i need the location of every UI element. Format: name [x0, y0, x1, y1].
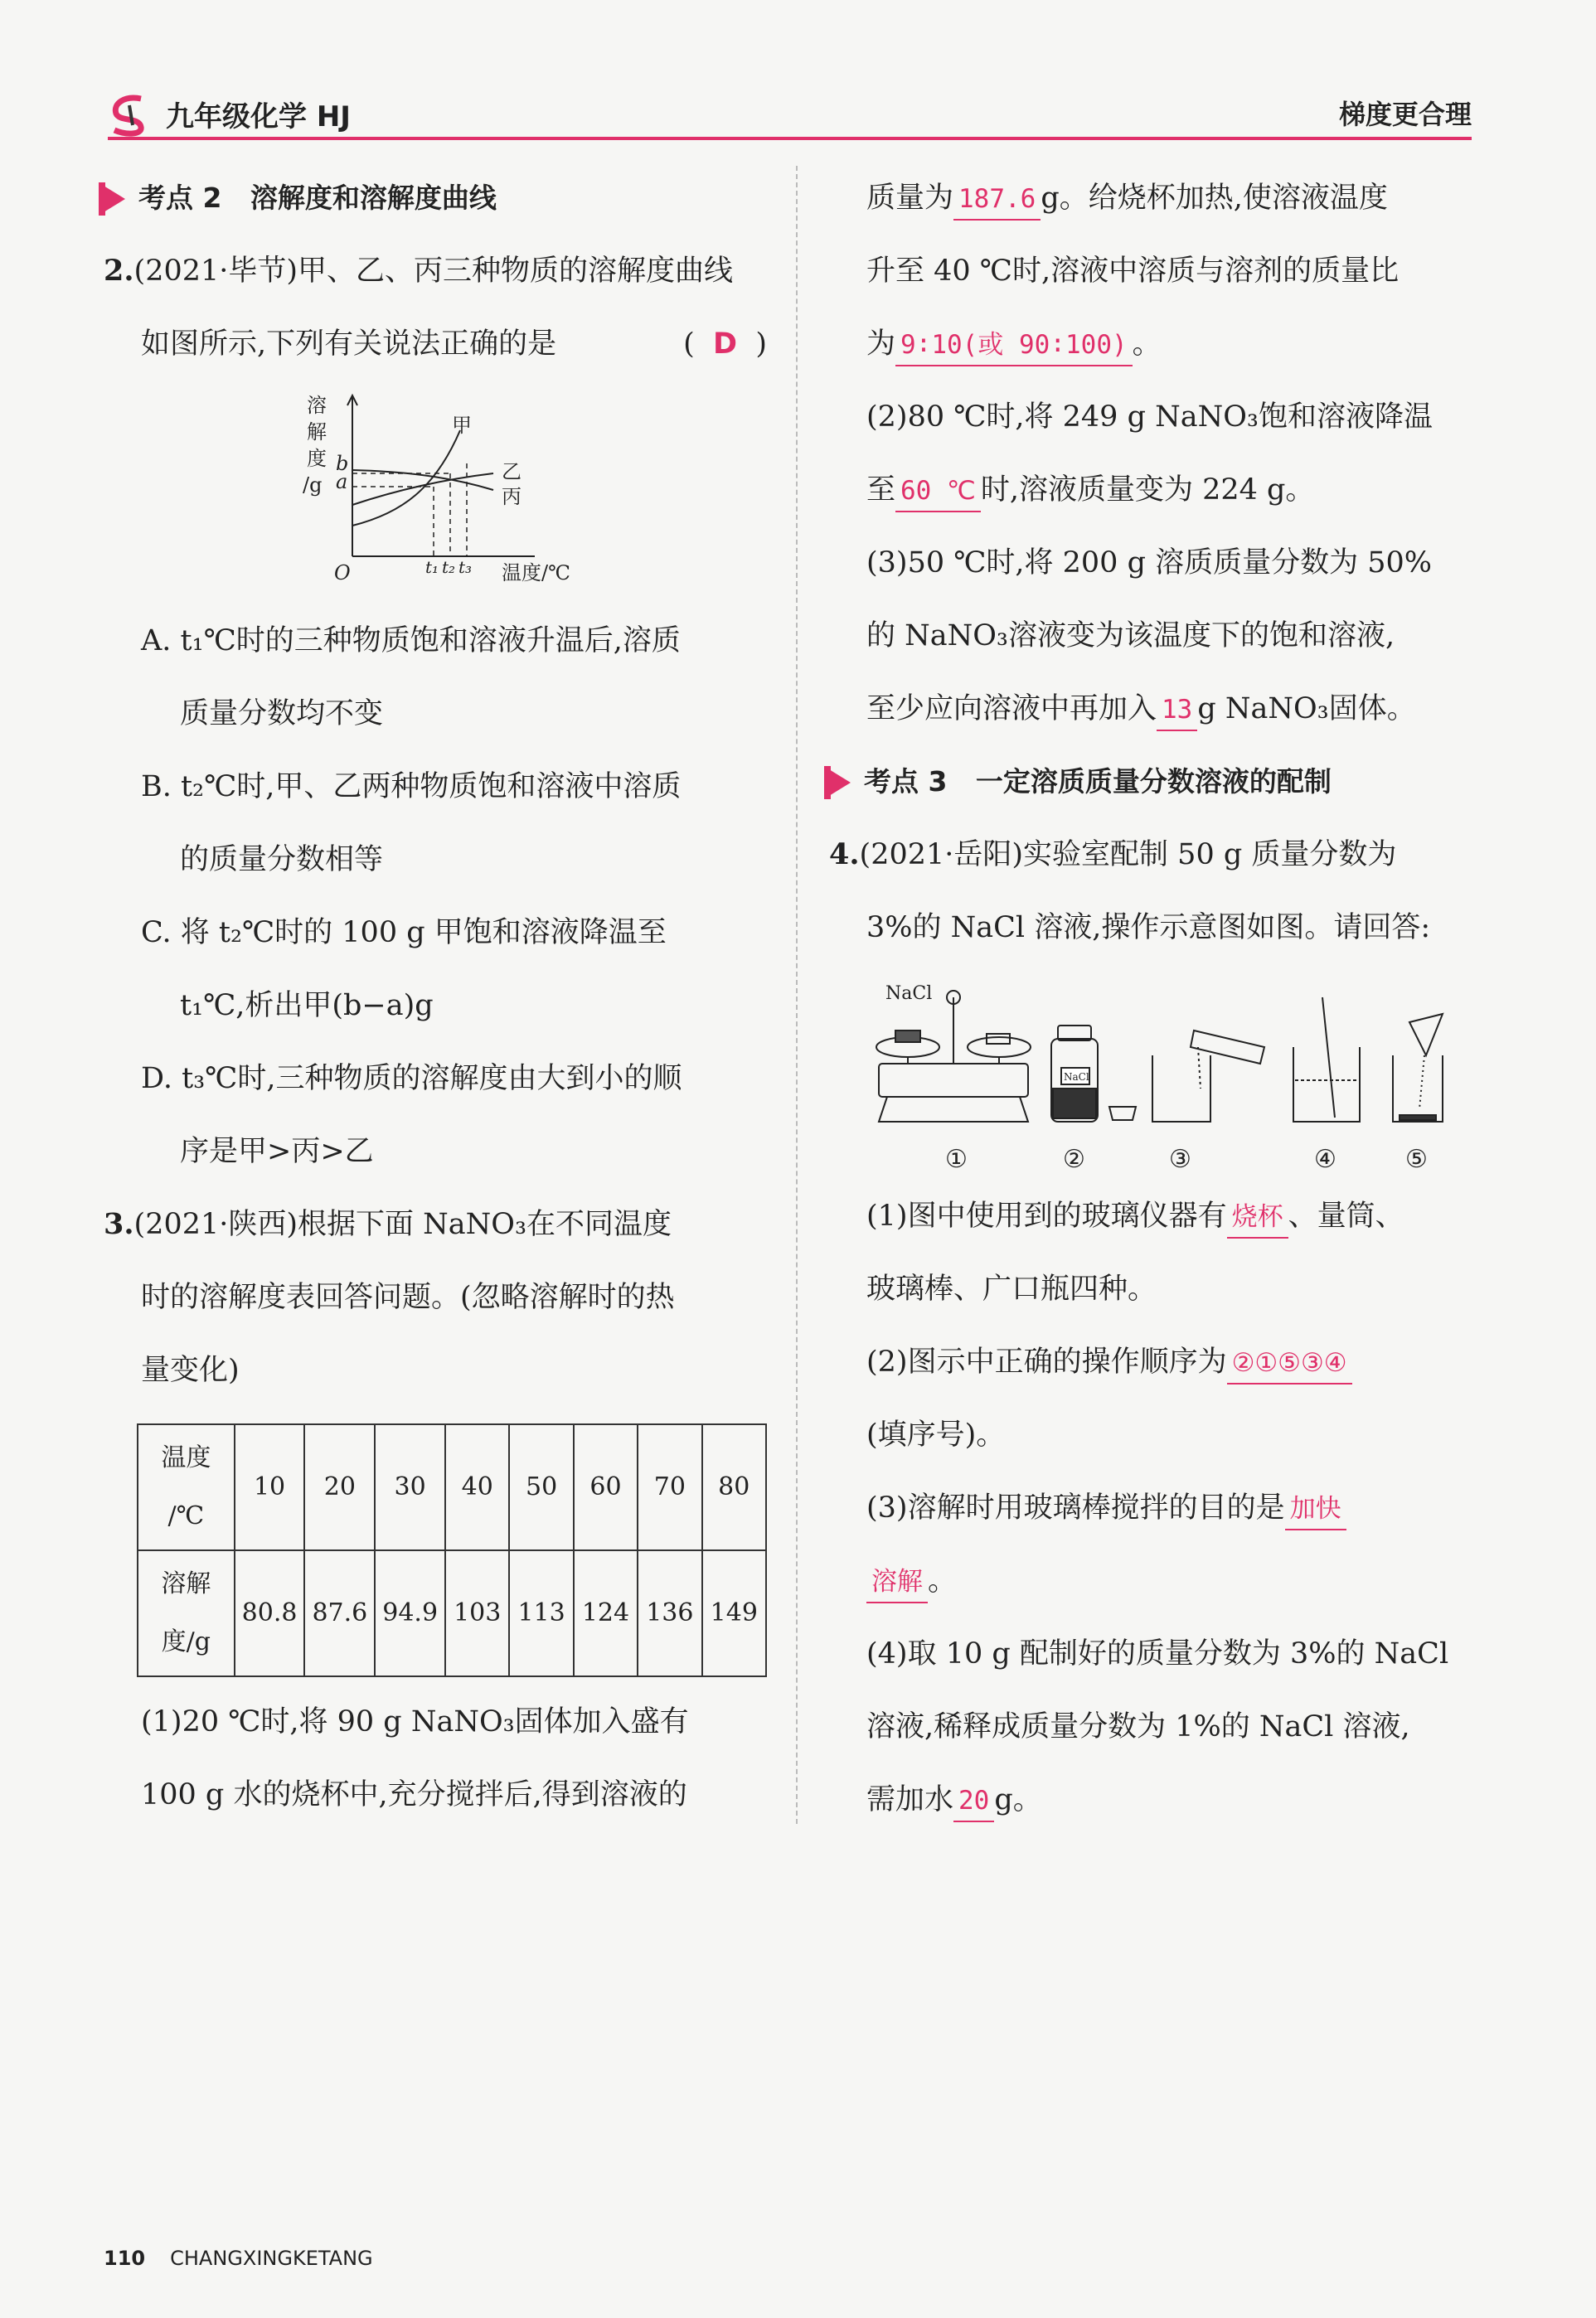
answer-bracket	[683, 308, 767, 381]
option-c-text-cont: t₁℃,析出甲(b−a)g	[180, 989, 434, 1022]
text: (填序号)。	[866, 1418, 1006, 1452]
option-a	[104, 604, 767, 677]
text: 。	[1132, 327, 1162, 361]
q2-answer: D	[713, 327, 738, 361]
text: 溶液,稀释成质量分数为 1%的 NaCl 溶液,	[866, 1710, 1410, 1743]
q4-part4-line3	[829, 1763, 1484, 1836]
paren-close: )	[755, 327, 767, 361]
q3-part1-line1	[104, 1685, 767, 1758]
text: (3)溶解时用玻璃棒搅拌的目的是	[866, 1491, 1285, 1525]
step-1-label: ①	[945, 1145, 968, 1174]
table-cell: 30	[375, 1424, 445, 1550]
origin-label: O	[334, 561, 351, 584]
q3-part2-line2	[829, 453, 1484, 526]
answer-blank: 60 ℃	[895, 471, 981, 512]
stopper-icon	[1109, 1107, 1136, 1120]
q4-part2-line2	[829, 1399, 1484, 1472]
option-c-text: C. 将 t₂℃时的 100 g 甲饱和溶液降温至	[141, 916, 667, 949]
table-cell: 60	[574, 1424, 638, 1550]
solubility-curve-figure	[104, 381, 767, 604]
table-cell: 80	[702, 1424, 766, 1550]
text: (3)50 ℃时,将 200 g 溶质质量分数为 50%	[866, 546, 1433, 580]
tick-t1: t₁	[425, 557, 439, 577]
q3-stem-cont: 时的溶解度表回答问题。(忽略溶解时的热	[141, 1281, 675, 1314]
solubility-table	[137, 1423, 767, 1677]
answer-blank: 溶解	[866, 1562, 928, 1603]
section-title: 溶解度和溶解度曲线	[250, 182, 497, 214]
table-cell: 20	[304, 1424, 375, 1550]
text: 至少应向溶液中再加入	[866, 692, 1157, 725]
table-cell: 136	[638, 1550, 701, 1676]
option-a-text-cont: 质量分数均不变	[180, 697, 384, 730]
q3-part2-line1	[829, 381, 1484, 453]
q3-stem-line3	[104, 1334, 767, 1407]
text: (1)图中使用到的玻璃仪器有	[866, 1200, 1227, 1233]
answer-blank: 烧杯	[1227, 1197, 1288, 1239]
option-d-text: D. t₃℃时,三种物质的溶解度由大到小的顺	[141, 1062, 682, 1095]
table-cell: 103	[445, 1550, 509, 1676]
option-b-text-cont: 的质量分数相等	[180, 843, 384, 876]
tick-t3: t₃	[458, 557, 473, 577]
tick-t2: t₂	[442, 557, 456, 577]
header-unit: 度/g	[161, 1627, 211, 1656]
text: g。	[994, 1783, 1042, 1816]
header-rule	[108, 137, 1472, 140]
text: 为	[866, 327, 896, 361]
table-cell: 94.9	[375, 1550, 445, 1676]
table-header-temp	[138, 1424, 235, 1550]
left-column	[104, 162, 767, 1831]
footer-brand: CHANGXINGKETANG	[170, 2247, 373, 2270]
q2-stem-line2	[104, 308, 767, 381]
table-row	[138, 1550, 766, 1676]
text: g。给烧杯加热,使溶液温度	[1041, 182, 1388, 215]
q4-stem-line2	[829, 891, 1484, 964]
text: g NaNO₃固体。	[1197, 692, 1416, 725]
option-b-cont	[104, 823, 767, 896]
q4-stem-line1	[829, 818, 1484, 891]
section-heading-2	[104, 162, 767, 235]
table-cell: 87.6	[304, 1550, 375, 1676]
step-2-label: ②	[1063, 1145, 1085, 1174]
q4-part3-line1	[829, 1472, 1484, 1545]
reagent-jar-icon	[1051, 1026, 1098, 1122]
option-b-text: B. t₂℃时,甲、乙两种物质饱和溶液中溶质	[141, 770, 682, 803]
text: 。	[928, 1564, 958, 1598]
step-5-label: ⑤	[1405, 1145, 1428, 1174]
q3-part1-line2	[104, 1758, 767, 1831]
column-divider	[796, 166, 798, 1824]
page-footer	[104, 2247, 373, 2270]
answer-blank: 187.6	[953, 179, 1041, 221]
q3-stem-cont2: 量变化)	[141, 1354, 240, 1387]
solution-prep-figure	[829, 964, 1484, 1180]
q3-part1-line3	[829, 162, 1484, 235]
option-d	[104, 1042, 767, 1115]
table-cell: 113	[509, 1550, 573, 1676]
publisher-logo-icon	[108, 94, 151, 137]
y-label-2: 解	[307, 420, 327, 444]
option-d-text-cont: 序是甲>丙>乙	[180, 1135, 374, 1168]
option-a-text: A. t₁℃时的三种物质饱和溶液升温后,溶质	[141, 624, 681, 657]
table-row	[138, 1424, 766, 1550]
text: 的 NaNO₃溶液变为该温度下的饱和溶液,	[866, 619, 1395, 652]
section-title: 一定溶质质量分数溶液的配制	[975, 765, 1332, 798]
q2-stem-cont: 如图所示,下列有关说法正确的是	[141, 327, 557, 361]
question-number: 3.	[104, 1207, 134, 1241]
q4-part1-line2	[829, 1253, 1484, 1326]
text: 至	[866, 473, 896, 507]
q2-stem-line1	[104, 235, 767, 308]
header-unit: /℃	[167, 1501, 205, 1530]
q2-stem: (2021·毕节)甲、乙、丙三种物质的溶解度曲线	[133, 255, 734, 288]
q4-part2-line1	[829, 1326, 1484, 1399]
page-number: 110	[104, 2247, 146, 2270]
page-header	[108, 87, 1472, 145]
curve-label-yi: 乙	[502, 460, 521, 483]
text: 时,溶液质量变为 224 g。	[980, 473, 1315, 507]
y-label-4: /g	[303, 473, 323, 497]
right-column	[829, 162, 1484, 1836]
balance-nacl-label: NaCl	[885, 983, 933, 1004]
option-a-cont	[104, 677, 767, 750]
section-marker-icon	[104, 186, 125, 212]
option-b	[104, 750, 767, 823]
header-text: 温度	[161, 1443, 211, 1472]
stirring-beaker-icon	[1293, 997, 1360, 1122]
answer-blank: ②①⑤③④	[1227, 1343, 1352, 1384]
answer-blank: 20	[953, 1781, 994, 1822]
text: (2)图示中正确的操作顺序为	[866, 1346, 1227, 1379]
tick-a: a	[336, 470, 348, 493]
paren-open: (	[683, 327, 695, 361]
question-number: 4.	[829, 837, 860, 871]
step-4-label: ④	[1314, 1145, 1336, 1174]
answer-blank: 13	[1157, 690, 1197, 731]
q3-part1-line5	[829, 308, 1484, 381]
curve-label-bing: 丙	[502, 485, 521, 508]
q4-part4-line1	[829, 1617, 1484, 1690]
adding-solid-beaker-icon	[1393, 1014, 1443, 1122]
q4-part4-line2	[829, 1690, 1484, 1763]
table-header-solubility	[138, 1550, 235, 1676]
option-d-cont	[104, 1115, 767, 1188]
q3-part3-line2	[829, 599, 1484, 672]
text: 质量为	[866, 182, 954, 215]
q3-part3-line1	[829, 526, 1484, 599]
answer-blank: 9∶10(或 90∶100)	[895, 325, 1133, 366]
section-marker-icon	[829, 769, 851, 796]
header-slogan: 梯度更合理	[1338, 99, 1472, 130]
y-label-3: 度	[307, 447, 327, 470]
table-cell: 70	[638, 1424, 701, 1550]
text: (4)取 10 g 配制好的质量分数为 3%的 NaCl	[866, 1637, 1449, 1671]
table-cell: 50	[509, 1424, 573, 1550]
question-number: 2.	[104, 254, 134, 288]
table-cell: 40	[445, 1424, 509, 1550]
pouring-beaker-icon	[1152, 1030, 1264, 1122]
table-cell: 124	[574, 1550, 638, 1676]
jar-label: NaCl	[1064, 1071, 1089, 1083]
section-label: 考点 3	[864, 765, 948, 798]
answer-blank: 加快	[1285, 1489, 1346, 1530]
table-cell: 80.8	[235, 1550, 305, 1676]
table-cell: 149	[702, 1550, 766, 1676]
q3-part1-text: (1)20 ℃时,将 90 g NaNO₃固体加入盛有	[141, 1705, 689, 1738]
text: 升至 40 ℃时,溶液中溶质与溶剂的质量比	[866, 255, 1400, 288]
x-axis-label: 温度/℃	[502, 561, 570, 584]
balance-icon	[876, 983, 1031, 1122]
y-label-1: 溶	[307, 394, 327, 417]
q4-part3-line2	[829, 1545, 1484, 1617]
q3-stem-line2	[104, 1261, 767, 1334]
q4-stem-cont: 3%的 NaCl 溶液,操作示意图如图。请回答:	[866, 911, 1431, 944]
section-label: 考点 2	[138, 182, 222, 214]
table-cell: 10	[235, 1424, 305, 1550]
header-text: 溶解	[161, 1569, 211, 1598]
option-c	[104, 896, 767, 969]
text: (2)80 ℃时,将 249 g NaNO₃饱和溶液降温	[866, 400, 1433, 434]
option-c-cont	[104, 969, 767, 1042]
q4-part1-line1	[829, 1180, 1484, 1253]
book-title: 九年级化学 HJ	[166, 100, 351, 133]
step-3-label: ③	[1169, 1145, 1191, 1174]
section-heading-3	[829, 745, 1484, 818]
text: 、量筒、	[1288, 1200, 1404, 1233]
text: 玻璃棒、广口瓶四种。	[866, 1273, 1157, 1306]
q3-part1-text-cont: 100 g 水的烧杯中,充分搅拌后,得到溶液的	[141, 1778, 687, 1811]
q4-stem: (2021·岳阳)实验室配制 50 g 质量分数为	[859, 838, 1397, 871]
tick-b: b	[336, 452, 349, 475]
q3-stem-line1	[104, 1188, 767, 1261]
q3-stem: (2021·陕西)根据下面 NaNO₃在不同温度	[133, 1208, 672, 1241]
q3-part3-line3	[829, 672, 1484, 745]
curve-label-jia: 甲	[452, 414, 472, 437]
q3-part1-line4	[829, 235, 1484, 308]
text: 需加水	[866, 1783, 954, 1816]
